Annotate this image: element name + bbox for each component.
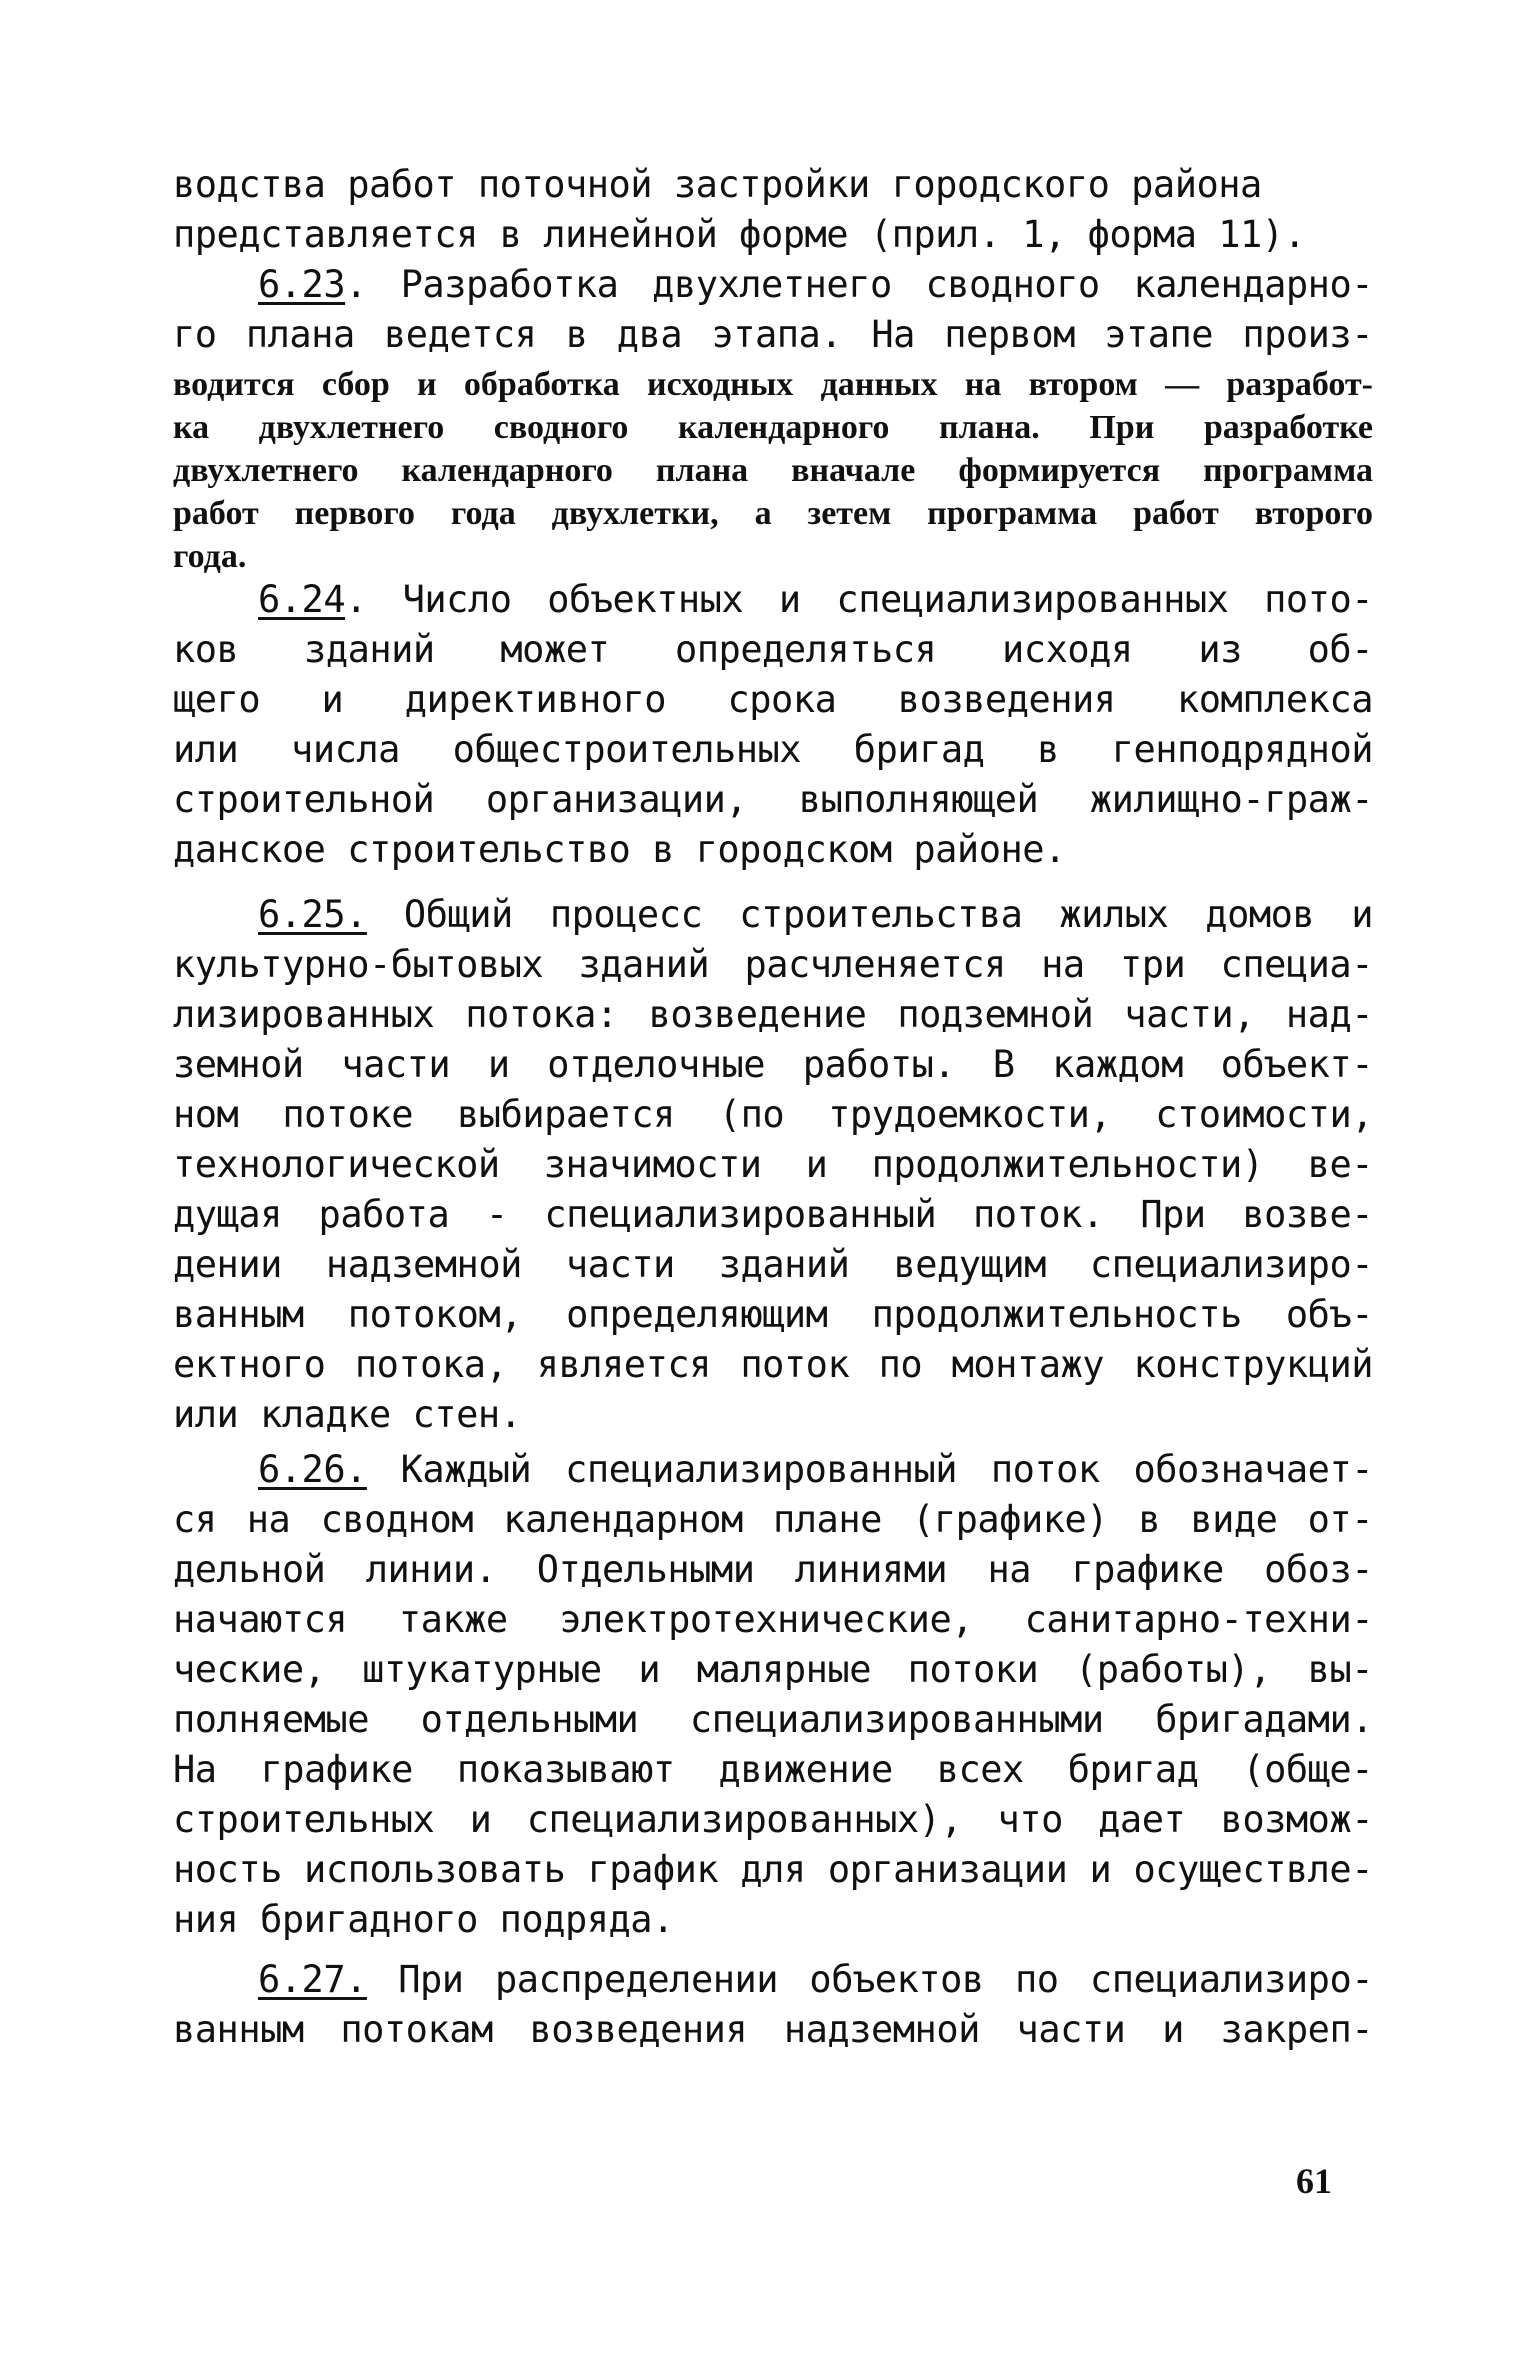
text-line: технологической значимости и продолжительности) ве- [173,1143,1373,1186]
text-line: представляется в линейной форме (прил. 1, форма 11). [173,213,1306,256]
text-line: щего и директивного срока возведения комплекса [173,678,1373,721]
text-line: лизированных потока: возведение подземной части, над- [173,993,1373,1036]
text-line: . Число объектных и специализированных пото- [345,578,1373,621]
paragraph-6-25-first-line [258,890,1373,940]
paragraph-6-23-first-line [258,260,1373,310]
paragraph-6-27-first-line [258,1955,1373,2005]
text-line: На графике показывают движение всех бригад (обще- [173,1748,1373,1791]
text-line: земной части и отделочные работы. В каждом объект- [173,1043,1373,1086]
text-line: ка двухлетнего сводного календарного плана. При разработке [173,409,1373,446]
text-line: ность использовать график для организации и осуществле- [173,1848,1373,1891]
text-line: водства работ поточной застройки городского района [173,163,1262,206]
section-number: 6.24 [258,578,346,621]
text-line: дельной линии. Отдельными линиями на графике обоз- [173,1548,1373,1591]
text-line: ся на сводном календарном плане (графике) в виде от- [173,1498,1373,1541]
text-line: строительной организации, выполняющей жилищно-граж- [173,778,1373,821]
text-line: строительных и специализированных), что дает возмож- [173,1798,1373,1841]
text-line: работ первого года двухлетки, а зетем программа работ второго [173,495,1373,532]
section-number: 6.26. [258,1448,367,1491]
text-line: Каждый специализированный поток обозначает- [366,1448,1373,1491]
text-line: ванным потокам возведения надземной части и закреп- [173,2008,1373,2051]
text-line: двухлетнего календарного плана вначале формируется программа [173,452,1373,489]
text-line: дении надземной части зданий ведущим специализиро- [173,1243,1373,1286]
text-line: го плана ведется в два этапа. На первом этапе произ- [173,313,1373,356]
text-line: года. [173,538,247,575]
text-line: водится сбор и обработка исходных данных на втором — разработ- [173,366,1373,403]
text-line: или числа общестроительных бригад в генподрядной [173,728,1373,771]
section-number: 6.25. [258,893,367,936]
text-line: ния бригадного подряда. [173,1898,674,1941]
text-line: или кладке стен. [173,1393,522,1436]
text-line: дущая работа - специализированный поток. При возве- [173,1193,1373,1236]
paragraph-6-26-first-line [258,1445,1373,1495]
text-line: ческие, штукатурные и малярные потоки (работы), вы- [173,1648,1373,1691]
text-line: При распределении объектов по специализиро- [366,1958,1373,2001]
section-number: 6.23 [258,263,346,306]
page-number: 61 [1296,2161,1332,2201]
text-line: . Разработка двухлетнего сводного календарно- [345,263,1373,306]
text-line: Общий процесс строительства жилых домов и [366,893,1373,936]
paragraph-6-24-first-line [258,575,1373,625]
text-line: ванным потоком, определяющим продолжительность объ- [173,1293,1373,1336]
text-line: ектного потока, является поток по монтажу конструкций [173,1343,1373,1386]
text-line: начаются также электротехнические, санитарно-техни- [173,1598,1373,1641]
text-line: данское строительство в городском районе. [173,828,1066,871]
text-line: ном потоке выбирается (по трудоемкости, стоимости, [173,1093,1373,1136]
text-line: ков зданий может определяться исходя из об- [173,628,1373,671]
section-number: 6.27. [258,1958,367,2001]
text-line: полняемые отдельными специализированными бригадами. [173,1698,1373,1741]
text-line: культурно-бытовых зданий расчленяется на три специа- [173,943,1373,986]
